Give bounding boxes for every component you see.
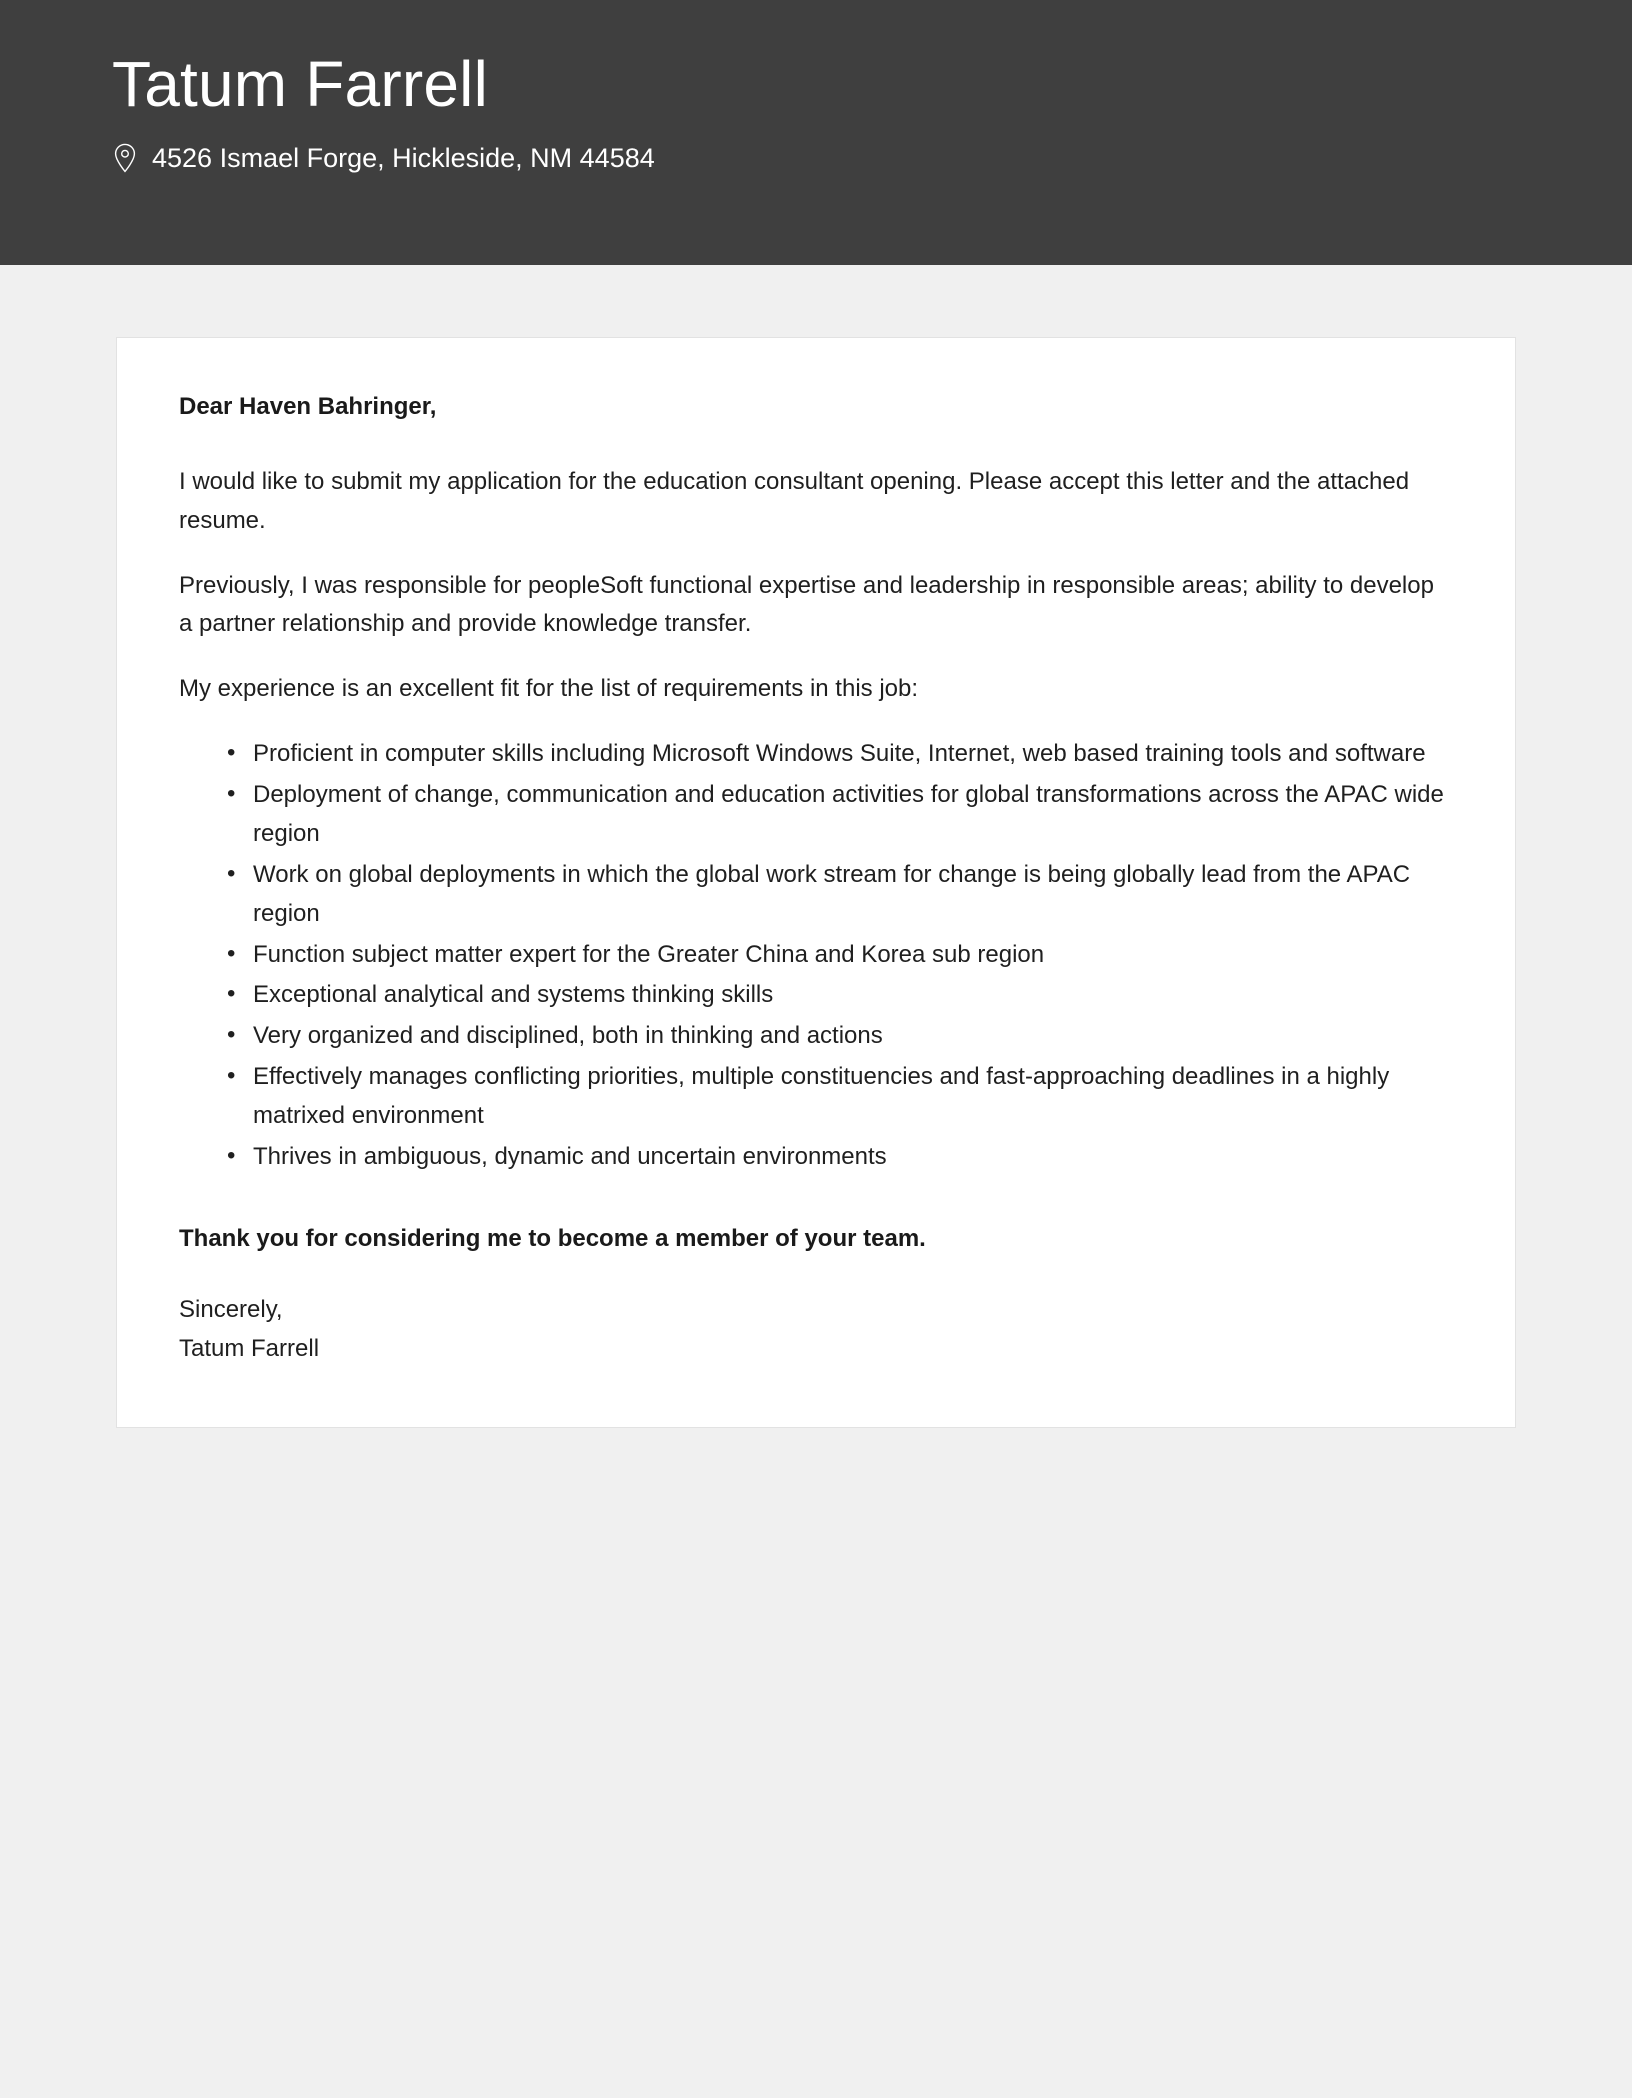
letter-header-banner xyxy=(0,0,1632,265)
list-item: • Thrives in ambiguous, dynamic and uncertain environments xyxy=(227,1138,1453,1177)
signature-name: Tatum Farrell xyxy=(179,1334,320,1362)
requirements-list xyxy=(179,735,1453,1177)
page-title: Tatum Farrell xyxy=(112,48,489,120)
paragraph-experience: Previously, I was responsible for peopleSoft functional expertise and leadership in responsible areas; ability to develop a partner relationship and provide knowledge transfer. xyxy=(179,571,1434,638)
salutation: Dear Haven Bahringer, xyxy=(179,393,437,420)
list-item: • Exceptional analytical and systems thinking skills xyxy=(227,976,1453,1015)
page-body xyxy=(0,265,1632,1428)
list-item: • Work on global deployments in which the global work stream for change is being globally lead from the APAC region xyxy=(227,856,1453,934)
paragraph-intro: I would like to submit my application for the education consultant opening. Please accept this letter and the attached resume. xyxy=(179,467,1410,534)
address-text: 4526 Ismael Forge, Hickleside, NM 44584 xyxy=(152,142,655,173)
map-pin-icon xyxy=(112,143,138,173)
signature-block xyxy=(179,1291,1453,1369)
cover-letter-card xyxy=(116,337,1516,1428)
paragraph-requirements-lead: My experience is an excellent fit for the list of requirements in this job: xyxy=(179,675,919,703)
list-item: • Deployment of change, communication and education activities for global transformations across the APAC wide region xyxy=(227,776,1453,854)
signoff-text: Sincerely, xyxy=(179,1295,283,1323)
closing-statement: Thank you for considering me to become a member of your team. xyxy=(179,1224,926,1252)
list-item: • Function subject matter expert for the Greater China and Korea sub region xyxy=(227,936,1453,975)
list-item: • Proficient in computer skills including Microsoft Windows Suite, Internet, web based training tools and software xyxy=(227,735,1453,774)
list-item: • Effectively manages conflicting priorities, multiple constituencies and fast-approaching deadlines in a highly matrixed environment xyxy=(227,1058,1453,1136)
contact-line xyxy=(112,142,1632,174)
list-item: • Very organized and disciplined, both in thinking and actions xyxy=(227,1017,1453,1056)
